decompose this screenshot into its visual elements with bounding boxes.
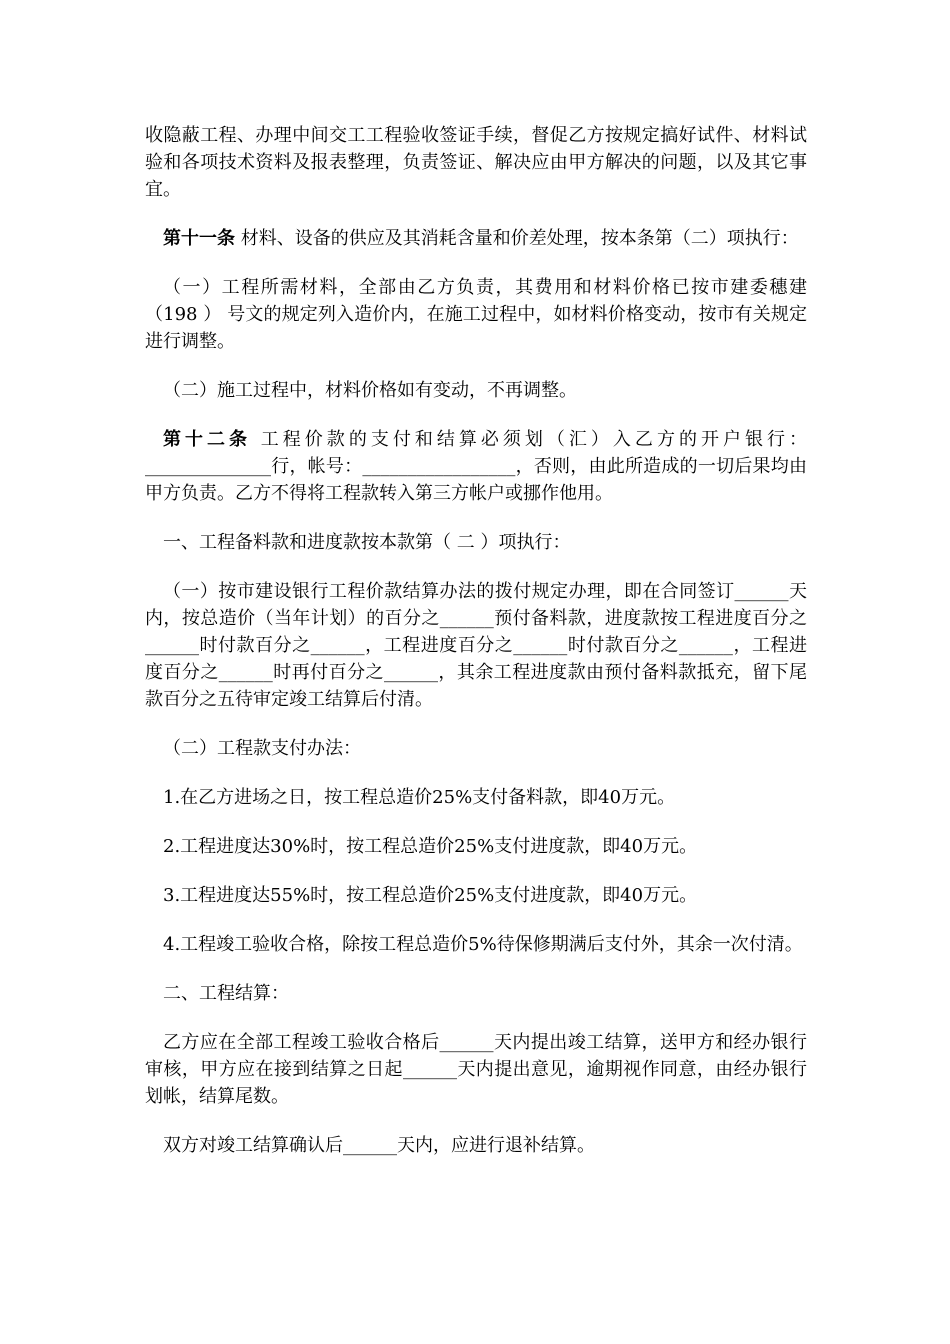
paragraph-text: 4.工程竣工验收合格，除按工程总造价5%待保修期满后支付外，其余一次付清。: [163, 934, 803, 955]
article-11-item-2: [145, 377, 807, 404]
article-11-item-1: [145, 274, 807, 355]
paragraph-text: 3.工程进度达55%时，按工程总造价25%支付进度款，即40万元。: [163, 885, 698, 906]
section-prepayment: [145, 529, 807, 556]
article-heading: 第十二条: [163, 429, 252, 450]
section-prepayment-item-1: [145, 578, 807, 713]
paragraph-text: （一）工程所需材料，全部由乙方负责，其费用和材料价格已按市建委穗建（198 ） 号文的规定列入造价内，在施工过程中，如材料价格变动，按市有关规定进行调整。: [145, 277, 807, 352]
paragraph-text: 1.在乙方进场之日，按工程总造价25%支付备料款，即40万元。: [163, 787, 676, 808]
document-body: [145, 122, 807, 1181]
section-prepayment-item-2: [145, 735, 807, 762]
paragraph-inspection-duties: [145, 122, 807, 203]
paragraph-text: （二）工程款支付办法：: [163, 738, 361, 759]
paragraph-text: 一、工程备料款和进度款按本款第（ 二 ）项执行：: [163, 532, 571, 553]
article-heading: 第十一条: [163, 228, 235, 249]
paragraph-text: 材料、设备的供应及其消耗含量和价差处理，按本条第（二）项执行：: [235, 228, 799, 249]
paragraph-text: （一）按市建设银行工程价款结算办法的拨付规定办理，即在合同签订______天内，按总造价（当年计划）的百分之______预付备料款，进度款按工程进度百分之______时付款百分之______，工程进度百分之______时付款百分之______，工程进度百分之______时再付百分之______，其余工程进度款由预付备料款抵充，留下尾款百分之五待审定竣工结算后付清。: [145, 581, 807, 710]
article-11: [145, 225, 807, 252]
paragraph-text: 双方对竣工结算确认后______天内，应进行退补结算。: [163, 1135, 595, 1156]
paragraph-text: 工程价款的支付和结算必须划（汇）入乙方的开户银行：______________行，帐号：_________________，否则，由此所造成的一切后果均由甲方负责。乙方不得将工程款转入第三方帐户或挪作他用。: [145, 429, 807, 504]
paragraph-text: （二）施工过程中，材料价格如有变动，不再调整。: [163, 380, 577, 401]
settlement-terms: [145, 1029, 807, 1110]
section-settlement: [145, 980, 807, 1007]
payment-step-2: [145, 833, 807, 860]
paragraph-text: 二、工程结算：: [163, 983, 289, 1004]
payment-step-3: [145, 882, 807, 909]
payment-step-4: [145, 931, 807, 958]
payment-step-1: [145, 784, 807, 811]
paragraph-text: 2.工程进度达30%时，按工程总造价25%支付进度款，即40万元。: [163, 836, 698, 857]
paragraph-text: 收隐蔽工程、办理中间交工工程验收签证手续，督促乙方按规定搞好试件、材料试验和各项技术资料及报表整理，负责签证、解决应由甲方解决的问题，以及其它事宜。: [145, 125, 807, 200]
settlement-adjustment: [145, 1132, 807, 1159]
paragraph-text: 乙方应在全部工程竣工验收合格后______天内提出竣工结算，送甲方和经办银行审核，甲方应在接到结算之日起______天内提出意见，逾期视作同意，由经办银行划帐，结算尾数。: [145, 1032, 807, 1107]
article-12: [145, 426, 807, 507]
